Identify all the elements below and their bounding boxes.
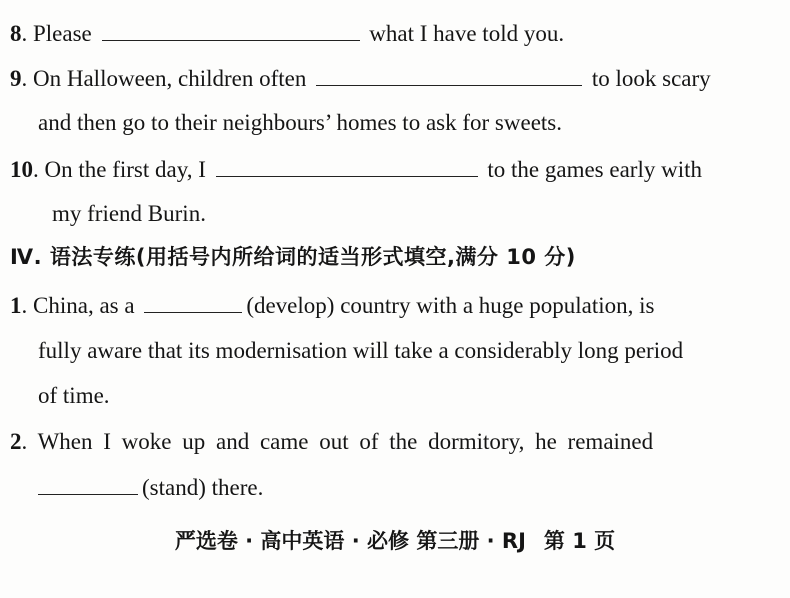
word-hint: (develop)	[246, 293, 335, 318]
answer-blank[interactable]	[102, 18, 360, 41]
question-9-continuation	[38, 108, 790, 138]
page-footer	[0, 526, 790, 556]
page-number: 第 1 页	[543, 529, 616, 553]
grammar-question-1	[10, 290, 790, 321]
question-text: . On Halloween, children often	[21, 66, 307, 91]
question-text: . China, as a	[21, 293, 135, 318]
word-hint: (stand)	[142, 475, 206, 500]
question-9	[10, 63, 790, 94]
question-text: fully aware that its modernisation will take a considerably long period	[38, 338, 684, 363]
question-number: 8	[10, 21, 22, 46]
question-text: there.	[211, 475, 264, 500]
question-10	[10, 154, 790, 185]
question-text: my friend Burin.	[52, 201, 206, 226]
grammar-question-1-continuation	[38, 336, 790, 366]
question-text: to look scary	[591, 66, 711, 91]
question-number: 2	[10, 429, 22, 454]
question-number: 9	[10, 66, 22, 91]
answer-blank[interactable]	[316, 63, 582, 86]
question-number: 10	[10, 157, 33, 182]
question-8	[10, 18, 790, 49]
question-text: what I have told you.	[369, 21, 565, 46]
grammar-question-2-continuation	[38, 472, 790, 503]
question-10-continuation	[52, 199, 790, 229]
answer-blank[interactable]	[144, 290, 242, 313]
question-number: 1	[10, 293, 22, 318]
answer-blank[interactable]	[216, 154, 478, 177]
question-text: to the games early with	[487, 157, 702, 182]
question-text: and then go to their neighbours’ homes to ask for sweets.	[38, 110, 562, 135]
question-text: . Please	[21, 21, 92, 46]
grammar-question-2	[10, 427, 790, 457]
question-text: . When I woke up and came out of the dormitory, he remained	[21, 429, 654, 454]
grammar-question-1-continuation	[38, 381, 790, 411]
section-heading: Ⅳ. 语法专练(用括号内所给词的适当形式填空,满分 10 分)	[10, 245, 576, 269]
answer-blank[interactable]	[38, 472, 138, 495]
question-text: of time.	[38, 383, 110, 408]
question-text: country with a huge population, is	[340, 293, 655, 318]
book-title: 严选卷 · 高中英语 · 必修 第三册 · RJ	[174, 529, 526, 553]
question-text: . On the first day, I	[33, 157, 206, 182]
